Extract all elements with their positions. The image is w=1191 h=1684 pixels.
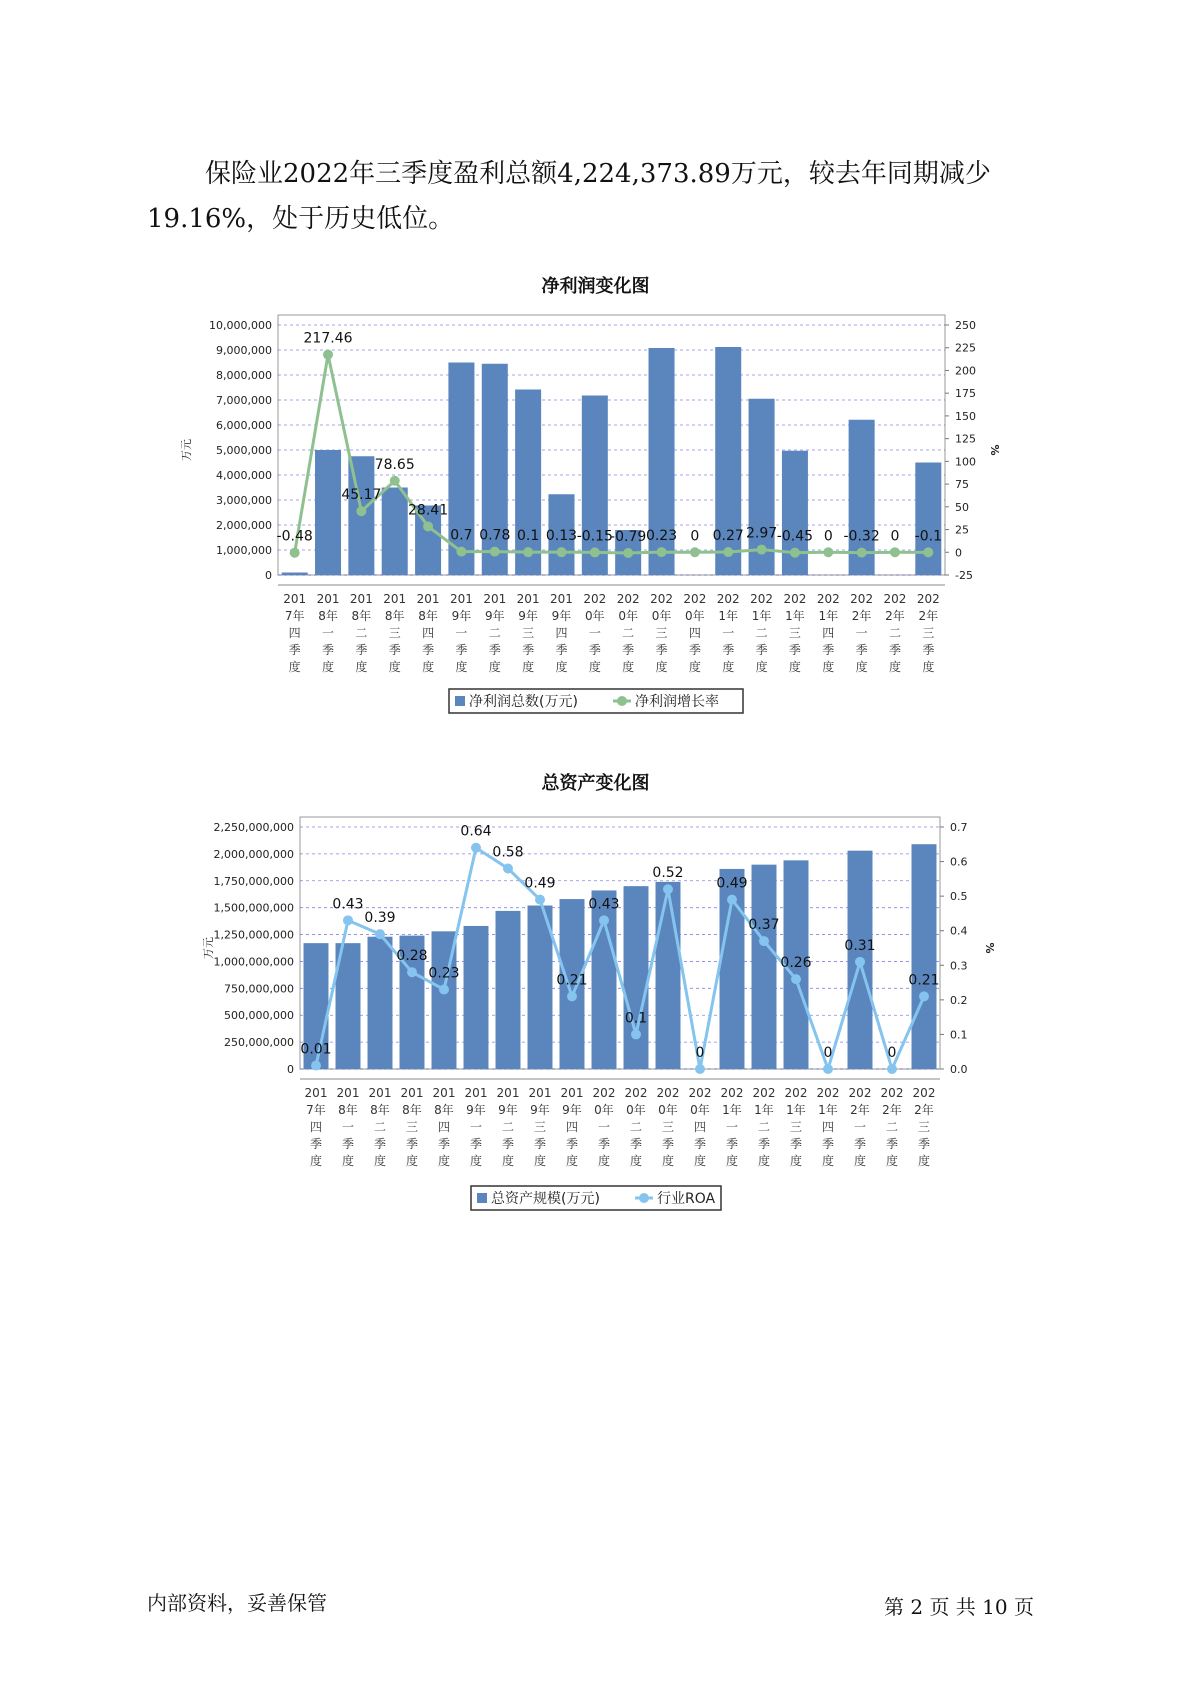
x-tick-label: 201 9年二季度 [483,592,507,674]
x-tick-label: 202 0年四季度 [688,1086,712,1168]
line-point [311,1061,321,1071]
y2-tick-label: 25 [955,523,969,537]
bar [752,865,777,1069]
line-point [523,547,533,557]
data-label: 0.1 [624,1010,648,1027]
data-label: 0.37 [748,917,780,934]
data-label: 0.78 [479,527,511,544]
line-point [757,545,767,555]
y-tick-label: 0 [265,569,272,582]
data-label: 0.27 [712,528,744,545]
total-assets-chart [0,797,1191,1217]
data-label: 0.21 [556,972,588,989]
data-label: -0.48 [276,528,313,545]
x-tick-label: 202 2年三季度 [912,1086,936,1168]
x-tick-label: 202 2年三季度 [916,592,940,674]
x-tick-label: 201 9年三季度 [528,1086,552,1168]
x-tick-label: 202 1年一季度 [716,592,740,674]
y-tick-label: 1,250,000,000 [213,928,294,942]
x-tick-label: 202 0年二季度 [624,1086,648,1168]
data-label: 0.58 [492,844,524,861]
line-point [657,547,667,557]
y2-tick-label: 0 [955,546,962,560]
y-tick-label: 8,000,000 [216,369,272,382]
data-label: 78.65 [374,456,415,473]
y2-tick-label: 175 [955,387,976,401]
data-label: 0 [823,528,833,545]
x-tick-label: 202 1年四季度 [816,1086,840,1168]
y-tick-label: 5,000,000 [216,444,272,457]
chart1-title: 净利润变化图 [541,276,650,297]
data-label: 0.49 [716,875,748,892]
data-label: 0.49 [524,875,556,892]
y-tick-label: 10,000,000 [209,319,272,332]
line-point [503,863,513,873]
y-axis-label: 万元 [180,439,193,461]
y-tick-label: 1,000,000 [216,544,272,557]
line-point [599,915,609,925]
x-tick-label: 202 1年二季度 [750,592,774,674]
y-tick-label: 3,000,000 [216,494,272,507]
line-point [323,350,333,360]
y-axis-label: 万元 [202,937,215,959]
data-label: 0.26 [780,955,812,972]
line-point [556,547,566,557]
data-label: 0 [887,1045,897,1061]
x-tick-label: 201 8年一季度 [316,592,340,674]
y-tick-label: 6,000,000 [216,419,272,432]
y-tick-label: 0 [287,1063,294,1076]
y-tick-label: 250,000,000 [224,1036,294,1050]
y-tick-label: 500,000,000 [224,1009,294,1023]
x-tick-label: 201 9年四季度 [550,592,573,674]
legend-line-dot [639,1193,649,1203]
legend-line-label: 净利润增长率 [635,694,719,710]
x-tick-label: 201 7年四季度 [304,1086,328,1168]
y2-tick-label: 0.6 [950,855,968,869]
y2-tick-label: 200 [955,364,976,378]
x-tick-label: 202 1年三季度 [784,1086,808,1168]
x-tick-label: 201 8年三季度 [400,1086,424,1168]
x-tick-label: 201 8年四季度 [416,592,440,674]
data-label: -0.15 [576,528,613,545]
x-tick-label: 201 7年四季度 [283,592,307,674]
y2-tick-label: 100 [955,455,976,469]
line-point [823,1064,833,1074]
x-tick-label: 202 0年三季度 [650,592,673,674]
line-point [727,895,737,905]
y-tick-label: 1,500,000,000 [213,901,294,915]
y2-axis-label: % [988,444,1001,456]
paragraph-line-2: 19.16%，处于历史低位。 [147,204,455,234]
paragraph-line-1: 保险业2022年三季度盈利总额4,224,373.89万元，较去年同期减少 [205,159,991,189]
data-label: 0.43 [332,896,364,913]
data-label: 0 [890,528,900,545]
legend-bar-swatch [477,1193,487,1203]
line-point [690,547,700,557]
data-label: 45.17 [341,487,382,504]
line-point [855,957,865,967]
line-point [439,984,449,994]
x-tick-label: 202 0年二季度 [616,592,640,674]
line-point [890,547,900,557]
x-tick-label: 201 9年一季度 [449,592,473,674]
x-tick-label: 201 9年一季度 [464,1086,488,1168]
legend-bar-label: 总资产规模(万元) [491,1191,600,1207]
x-tick-label: 202 1年二季度 [752,1086,776,1168]
bar [315,450,341,575]
bar [282,573,308,576]
line-point [590,547,600,557]
body-paragraph [147,152,1047,242]
x-tick-label: 201 9年二季度 [496,1086,520,1168]
bar [368,937,393,1069]
legend-bar-label: 净利润总数(万元) [469,694,578,710]
line-point [490,547,500,557]
y2-tick-label: 250 [955,319,976,332]
line-point [857,548,867,558]
x-tick-label: 201 9年四季度 [560,1086,584,1168]
bar [912,844,937,1069]
bar [382,488,408,576]
y-tick-label: 1,750,000,000 [213,874,294,888]
y2-tick-label: 0.7 [950,821,968,834]
data-label: 0.39 [364,910,396,927]
data-label: 0.28 [396,948,428,965]
y2-tick-label: 0.0 [950,1063,968,1076]
x-tick-label: 201 8年三季度 [383,592,407,674]
data-label: -0.45 [776,528,814,545]
net-profit-chart [0,300,1191,720]
footer-confidential: 内部资料，妥善保管 [147,1591,327,1615]
bar [656,882,681,1069]
y2-tick-label: -25 [955,569,973,582]
x-tick-label: 202 0年一季度 [583,592,607,674]
x-tick-label: 201 8年二季度 [368,1086,392,1168]
data-label: 0.1 [516,528,540,545]
line-point [887,1064,897,1074]
legend-bar-swatch [455,696,465,706]
line-point [623,548,633,558]
line-point [423,521,433,531]
y2-tick-label: 50 [955,500,969,514]
x-tick-label: 201 8年二季度 [349,592,373,674]
line-point [375,929,385,939]
x-tick-label: 202 2年二季度 [883,592,907,674]
data-label: 0.01 [300,1041,332,1058]
x-tick-label: 202 2年二季度 [880,1086,904,1168]
line-point [695,1064,705,1074]
legend-line-dot [617,696,627,706]
data-label: 28.41 [408,502,449,519]
bar [624,886,649,1069]
data-label: 0.13 [545,528,578,545]
line-point [923,547,933,557]
line-point [356,506,366,516]
bar [515,390,541,576]
footer-page-number: 第 2 页 共 10 页 [884,1595,1034,1619]
line-point [919,991,929,1001]
x-tick-label: 201 8年四季度 [432,1086,456,1168]
line-point [823,547,833,557]
x-tick-label: 202 0年四季度 [683,592,707,674]
data-label: 217.46 [303,330,353,347]
line-point [663,884,673,894]
line-point [535,895,545,905]
data-label: 0.23 [428,965,460,982]
data-label: 0.21 [908,972,940,989]
y2-tick-label: 0.2 [950,993,968,1007]
data-label: 0.52 [652,865,684,882]
line-point [290,548,300,558]
y2-tick-label: 125 [955,432,976,446]
y-tick-label: 2,000,000,000 [213,847,294,861]
chart2-title: 总资产变化图 [541,773,650,794]
x-tick-label: 202 1年一季度 [720,1086,744,1168]
data-label: 0.31 [844,937,876,954]
data-label: 0.43 [588,896,620,913]
line-point [471,843,481,853]
bar [464,926,489,1069]
data-label: -0.1 [914,528,942,545]
data-label: 0 [823,1045,833,1061]
x-tick-label: 202 0年三季度 [656,1086,680,1168]
line-point [759,936,769,946]
y2-tick-label: 150 [955,409,976,423]
line-point [723,547,733,557]
y-tick-label: 2,250,000,000 [213,821,294,834]
line-point [407,967,417,977]
x-tick-label: 202 0年一季度 [592,1086,616,1168]
data-label: 2.97 [745,525,778,542]
y2-tick-label: 75 [955,478,969,492]
y-tick-label: 750,000,000 [224,982,294,996]
y-tick-label: 1,000,000,000 [213,955,294,969]
y2-axis-label: % [983,942,996,954]
bar [496,911,521,1069]
data-label: 0.7 [450,527,473,544]
x-tick-label: 201 9年三季度 [516,592,540,674]
line-point [790,548,800,558]
y2-tick-label: 0.1 [950,1028,968,1042]
line-point [791,974,801,984]
data-label: 0.23 [645,528,678,545]
data-label: 0 [690,528,700,545]
legend-line-label: 行业ROA [657,1191,716,1207]
y2-tick-label: 0.4 [950,924,968,938]
data-label: -0.32 [843,528,880,545]
x-tick-label: 201 8年一季度 [336,1086,360,1168]
bar [915,463,941,576]
y-tick-label: 9,000,000 [216,344,272,357]
line-point [390,476,400,486]
data-label: 0 [695,1045,705,1061]
y-tick-label: 4,000,000 [216,469,272,482]
y2-tick-label: 0.5 [950,890,968,904]
x-tick-label: 202 2年一季度 [850,592,874,674]
data-label: 0.64 [460,823,492,840]
y-tick-label: 7,000,000 [216,394,272,407]
x-tick-label: 202 1年三季度 [783,592,807,674]
data-label: -0.79 [610,528,647,545]
line-point [567,991,577,1001]
y-tick-label: 2,000,000 [216,519,272,532]
line-point [631,1029,641,1039]
line-point [343,915,353,925]
y2-tick-label: 225 [955,341,976,355]
y2-tick-label: 0.3 [950,959,968,973]
x-tick-label: 202 2年一季度 [848,1086,872,1168]
x-tick-label: 202 1年四季度 [816,592,840,674]
line-point [456,547,466,557]
